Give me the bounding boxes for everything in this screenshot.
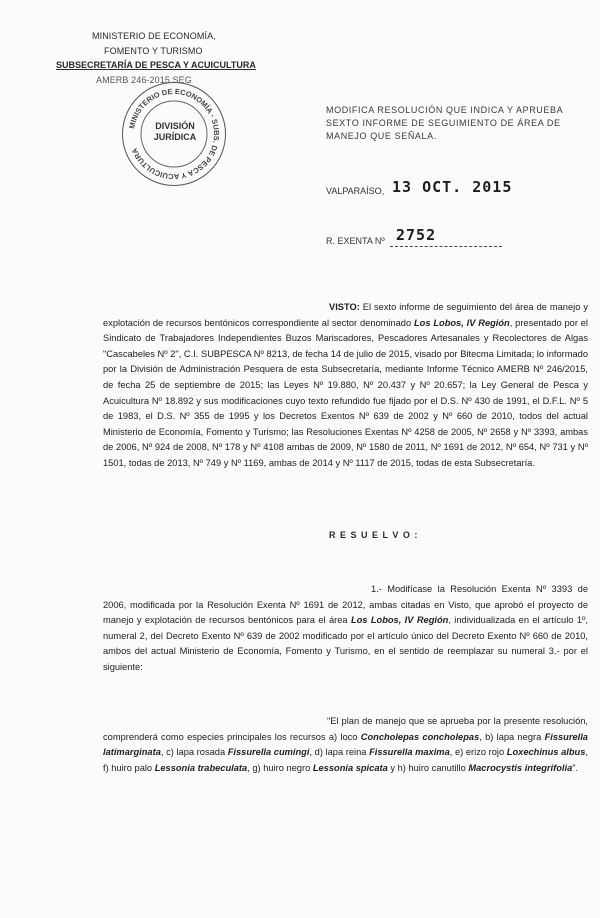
quote-part-7: , g) huiro negro — [247, 762, 313, 773]
resuelvo-p1-post: , individualizada en el artículo 1º, numeral 2, del Decreto Exento Nº 639 de 2002 modificado por el artículo único del Decreto Exento Nº 660 de 2010, ambos del actual Ministerio de Economía, Fomento y Turismo, en el sentido de reemplazar su numeral 3.- por el siguiente: — [103, 615, 588, 672]
ministry-line-2: FOMENTO Y TURISMO — [104, 46, 203, 56]
subject-block — [326, 104, 586, 143]
stamp-ring-text: MINISTERIO DE ECONOMÍA · SUBS. DE PESCA Y ACUICULTURA — [127, 86, 222, 182]
date-stamp: 13 OCT. 2015 — [392, 178, 513, 196]
resuelvo-paragraph-1 — [103, 582, 588, 676]
species-3: Fissurella cumingi — [227, 747, 310, 758]
visto-heading: VISTO: — [329, 302, 360, 312]
species-5: Loxechinus albus — [506, 747, 586, 758]
quote-part-3: , c) lapa rosada — [160, 747, 228, 758]
species-6: Lessonia trabeculata — [154, 762, 248, 773]
stamp-center-line-2: JURÍDICA — [153, 132, 197, 142]
quoted-plan-paragraph — [103, 714, 588, 776]
quote-part-4: , d) lapa reina — [309, 747, 370, 758]
resolution-label: R. EXENTA Nº — [326, 236, 385, 246]
visto-paragraph — [103, 300, 588, 472]
subject-line-1: MODIFICA RESOLUCIÓN QUE INDICA Y APRUEBA — [326, 105, 564, 115]
quote-part-8: y h) huiro canutillo — [387, 762, 469, 773]
visto-text-pre: El sexto informe de seguimiento del área de manejo y explotación de recursos bentónicos correspondiente al sector denominado — [103, 302, 588, 328]
visto-text-post: , presentado por el Sindicato de Trabajadores Independientes Buzos Mariscadores, Pescadores Artesanales y Recolectores de Algas "Cascabeles Nº 2", C.I. SUBPESCA Nº 8213, de fecha 14 de julio de 2015, visado por Bitecma Limitada; lo informado por la División de Administración Pesquera de esta Subsecretaría, mediante Informe Técnico AMERB Nº 246/2015, de fecha 25 de septiembre de 2015; las Leyes Nº 19.880, Nº 20.437 y Nº 20.657; la Ley General de Pesca y Acuicultura Nº 18.892 y sus modificaciones cuyo texto refundido fue fijado por el D.S. Nº 430 de 1991, el D.F.L. Nº 5 de 1983, el D.S. Nº 355 de 1995 y los Decretos Exentos Nº 639 de 2002 y Nº 660 de 2010, todos del actual Ministerio de Economía, Fomento y Turismo; las Resoluciones Exentas Nº 4258 de 2005, Nº 2658 y Nº 3393, ambas de 2006, Nº 924 de 2008, Nº 178 y Nº 4108 ambas de 2009, Nº 1580 de 2011, Nº 1691 de 2012, Nº 654, Nº 731 y Nº 1501, todas de 2013, Nº 749 y Nº 1169, ambas de 2014 y Nº 1117 de 2015, todas de esta Subsecretaría. — [103, 317, 588, 468]
subject-line-3: MANEJO QUE SEÑALA. — [326, 131, 437, 141]
ministry-line-1: MINISTERIO DE ECONOMÍA, — [92, 31, 216, 41]
quote-part-6: , f) huiro palo — [103, 747, 588, 773]
quote-part-2: , b) lapa negra — [479, 731, 545, 742]
resolution-number: 2752 — [396, 226, 437, 244]
stamp-center-line-1: DIVISIÓN — [155, 121, 195, 131]
division-juridica-stamp — [122, 82, 226, 186]
species-2: Fissurella latimarginata — [103, 731, 588, 758]
subject-line-2: SEXTO INFORME DE SEGUIMIENTO DE ÁREA DE — [326, 118, 561, 128]
subsecretaria-line: SUBSECRETARÍA DE PESCA Y ACUICULTURA — [56, 60, 256, 70]
resuelvo-p1-area: Los Lobos, IV Región — [350, 615, 449, 626]
amerb-reference: AMERB 246-2015 SEG — [96, 75, 192, 85]
visto-area-name: Los Lobos, IV Región — [413, 317, 510, 328]
quote-part-5: , e) erizo rojo — [449, 747, 507, 758]
species-1: Concholepas concholepas — [360, 731, 480, 742]
species-8: Macrocystis integrifolia — [468, 762, 573, 773]
place-label: VALPARAÍSO, — [326, 186, 385, 196]
species-4: Fissurella maxima — [369, 747, 450, 758]
resolution-number-underline — [390, 246, 502, 247]
resuelvo-p1-pre: 1.- Modifícase la Resolución Exenta Nº 3393 de 2006, modificada por la Resolución Exenta Nº 1691 de 2012, ambas citadas en Visto, que aprobó el proyecto de manejo y explotación de recursos bentónicos para el área — [103, 584, 588, 626]
resuelvo-heading: R E S U E L V O : — [329, 530, 419, 540]
species-7: Lessonia spicata — [312, 762, 388, 773]
quote-part-9: ". — [572, 762, 579, 773]
quote-part-1: "El plan de manejo que se aprueba por la presente resolución, comprenderá como especies principales los recursos a) loco — [103, 716, 588, 742]
